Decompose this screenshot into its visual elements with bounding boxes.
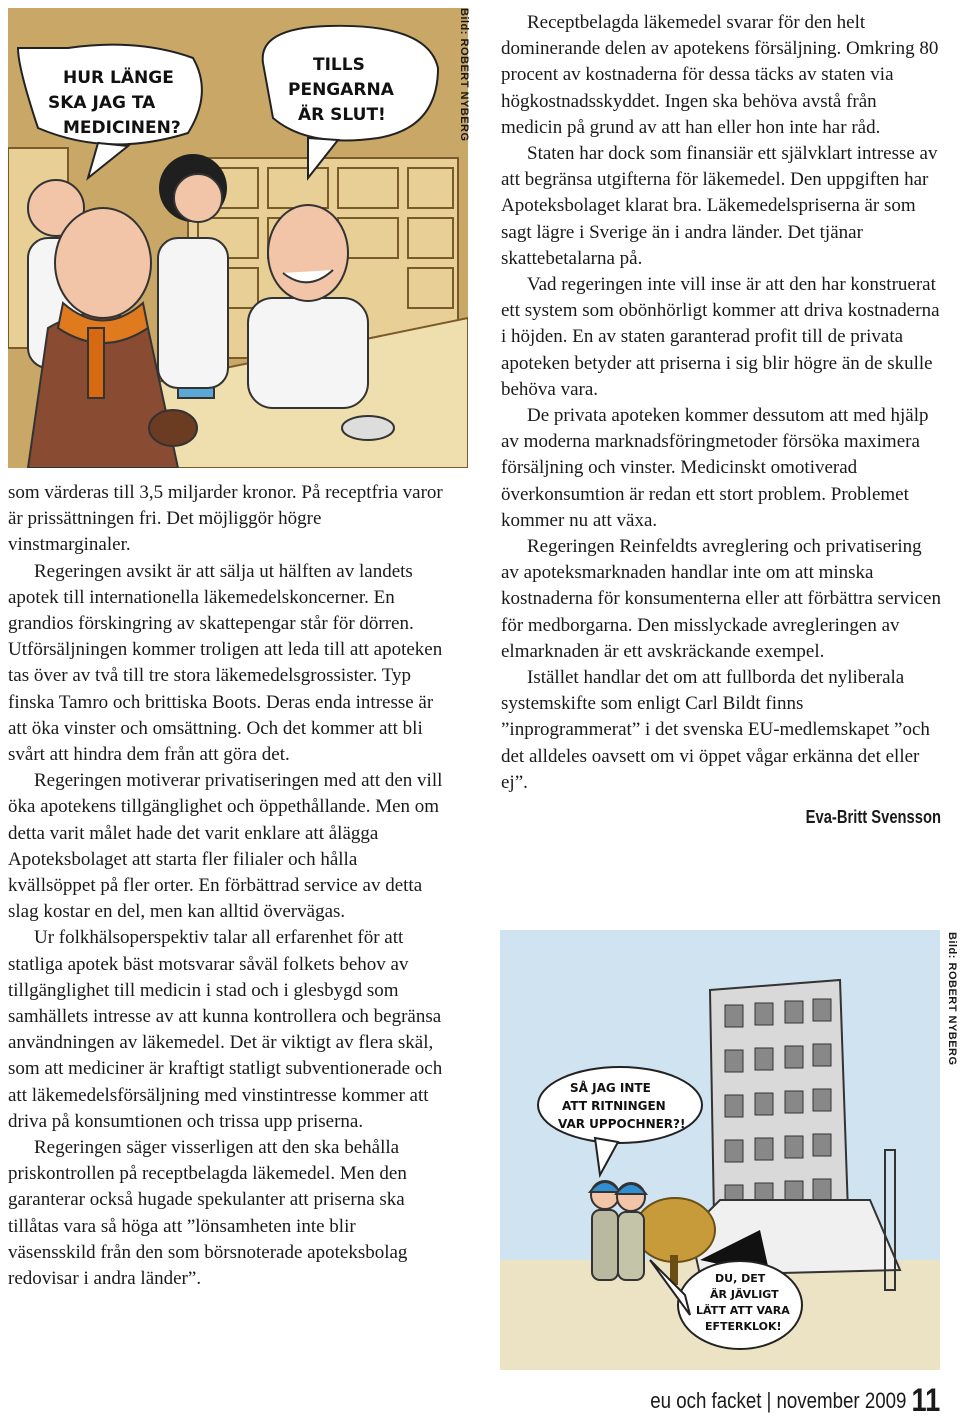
paragraph: Istället handlar det om att fullborda det nyliberala systemskifte som enligt Carl Bildt finns ”inprogrammerat” i det svenska EU-medlemskapet ”och det alldeles oavsett om vi öppet vågar erkänna det eller ej”. [501, 667, 930, 793]
pharmacy-cartoon [8, 8, 468, 468]
paragraph: De privata apoteken kommer dessutom att med hjälp av moderna marknadsföringmetoder försöka maximera försäljning och vinster. Medicinskt omotiverad överkonsumtion är redan ett stort problem. Problemet kommer nu att växa. [501, 405, 929, 531]
paragraph: Regeringen Reinfeldts avreglering och privatisering av apoteksmarknaden handlar inte om att minska kostnaderna för konsumenterna eller att förbättra servicen för medborgarna. Den misslyckade avregleringen av elmarknaden är ett avskräckande exempel. [501, 536, 941, 662]
bubble-left-text: HUR LÄNGE SKA JAG TA MEDICINEN? [48, 68, 181, 138]
footer-separator: | [766, 1388, 772, 1413]
paragraph: Ur folkhälsoperspektiv talar all erfarenhet för att statliga apotek bäst motsvarar såväl folkets behov av tillgänglighet till medicin i stad och i glesbygd som samhällets intresse av att kunna kontrollera och begränsa användningen av läkemedel. Det är viktigt av flera skäl, som att mediciner är kraftigt statligt subventionerade och att läkemedelsförsäljning med vinstintresse kommer att driva på konsumtionen och trissa upp priserna. [8, 927, 443, 1132]
issue-date: november 2009 [776, 1388, 907, 1413]
paragraph: som värderas till 3,5 miljarder kronor. På receptfria varor är prissättningen fri. Det möjliggör högre vinstmarginaler. [8, 482, 443, 556]
paragraph: Regeringen avsikt är att sälja ut hälften av landets apotek till internationella läkemedelskoncerner. En grandios förskingring av skattepengar står för dörren. Utförsäljningen kommer troligen att leda till att apoteken tas över av två till tre stora läkemedelsgrossister. Typ finska Tamro och brittiska Boots. Deras enda intresse är att öka vinster och omsättning. Och det kommer att bli svårt att hindra dem från att göra det. [8, 560, 443, 766]
paragraph: Vad regeringen inte vill inse är att den har konstruerat ett system som obönhörligt kommer att driva kostnaderna i höjden. En av staten garanterad profit till de privata apoteken betyder att priserna i sig blir högre än de skulle behöva vara. [501, 274, 940, 400]
photo-credit-top: Bild: ROBERT NYBERG [458, 8, 470, 142]
author-byline: Eva-Britt Svensson [805, 807, 941, 828]
building-cartoon [500, 930, 940, 1370]
photo-credit-bottom: Bild: ROBERT NYBERG [946, 932, 958, 1066]
construction-workers [590, 1181, 646, 1280]
paragraph: Receptbelagda läkemedel svarar för den helt dominerande delen av apotekens försäljning. Omkring 80 procent av kostnaderna för dessa täcks av staten via högkostnadsskyddet. Ingen ska behöva avstå från medicin på grund av att han eller hon inte har råd. [501, 12, 939, 138]
article-right-column [501, 10, 941, 830]
tree [635, 1198, 715, 1262]
publication-name: eu och facket [649, 1388, 762, 1413]
paragraph: Staten har dock som finansiär ett självklart intresse av att begränsa utgifterna för läkemedel. Den uppgiften har Apoteksbolaget klarat bra. Läkemedelspriserna är som sagt lägre i Sverige än i andra länder. Det tjänar skattebetalarna på. [501, 143, 938, 269]
bubble-bottom-text: DU, DET ÄR JÄVLIGT LÄTT ATT VARA EFTERKLOK! [696, 1272, 790, 1333]
article-left-column [8, 480, 448, 1292]
page-footer [650, 1382, 940, 1419]
bubble-right-text: TILLS PENGARNA ÄR SLUT! [288, 55, 394, 125]
paragraph: Regeringen motiverar privatiseringen med att den vill öka apotekens tillgänglighet och öppethållande. Men om detta varit målet hade det varit enklare att ålägga Apoteksbolaget att starta fler filialer och hålla kvällsöppet på fler orter. En förbättrad service av detta slag kostar en del, men kan alltid övervägas. [8, 770, 443, 923]
pharmacist-woman [158, 154, 228, 388]
page-number: 11 [911, 1382, 940, 1418]
bubble-top-text: SÅ JAG INTE ATT RITNINGEN VAR UPPOCHNER?! [558, 1081, 686, 1131]
paragraph: Regeringen säger visserligen att den ska behålla priskontrollen på receptbelagda läkemedel. Men den garanterar också hugade spekulanter att priserna ska tillåtas vara så höga att ”lönsamheten inte blir väsensskild från den som börsnoterade apoteksbolag redovisar i andra länder”. [8, 1137, 408, 1290]
